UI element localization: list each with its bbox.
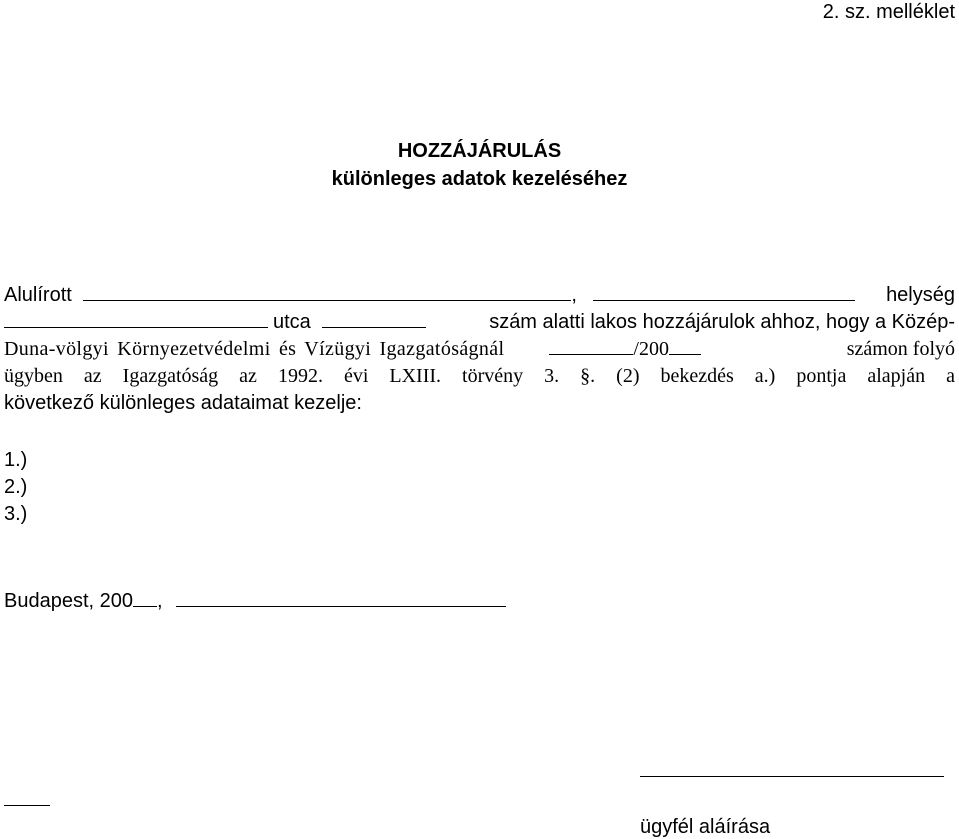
body-line-3 <box>4 337 955 361</box>
place-date-prefix: Budapest, 200 <box>4 590 133 612</box>
document-title: HOZZÁJÁRULÁS <box>397 140 562 162</box>
case-number-blank <box>549 337 633 355</box>
name-blank <box>83 283 571 301</box>
street-blank <box>4 310 268 328</box>
year-suffix-blank <box>133 589 157 607</box>
body-line-5: következő különleges adataimat kezelje: <box>4 392 362 414</box>
utca-label: utca <box>273 311 311 333</box>
body-line-1 <box>4 283 955 307</box>
szamon-folyo-label: számon folyó <box>846 338 955 360</box>
place-date-line <box>4 589 506 613</box>
body-line-2-text: szám alatti lakos hozzájárulok ahhoz, hogy a Közép- <box>489 311 955 333</box>
signature-label: ügyfél aláírása <box>640 816 771 838</box>
date-blank <box>176 589 506 607</box>
year-blank <box>669 337 701 355</box>
list-item-2: 2.) <box>4 476 28 498</box>
place-date-comma: , <box>157 590 163 612</box>
year-prefix: /200 <box>633 338 669 360</box>
body-line-4: ügyben az Igazgatóság az 1992. évi LXIII. törvény 3. §. (2) bekezdés a.) pontja alapján a <box>4 365 955 387</box>
signature-line <box>640 776 944 777</box>
alulirott-label: Alulírott <box>4 284 72 306</box>
list-item-3: 3.) <box>4 503 28 525</box>
city-blank <box>593 283 855 301</box>
house-number-blank <box>322 310 426 328</box>
body-line-3-text: Duna-völgyi Környezetvédelmi és Vízügyi Igazgatóságnál <box>4 338 505 360</box>
list-item-1: 1.) <box>4 449 28 471</box>
document-subtitle: különleges adatok kezeléséhez <box>331 168 628 190</box>
annex-label: 2. sz. melléklet <box>822 1 955 23</box>
comma: , <box>571 284 577 306</box>
body-line-2 <box>4 310 955 334</box>
helyseg-label: helység <box>886 284 955 306</box>
short-line <box>4 805 50 806</box>
